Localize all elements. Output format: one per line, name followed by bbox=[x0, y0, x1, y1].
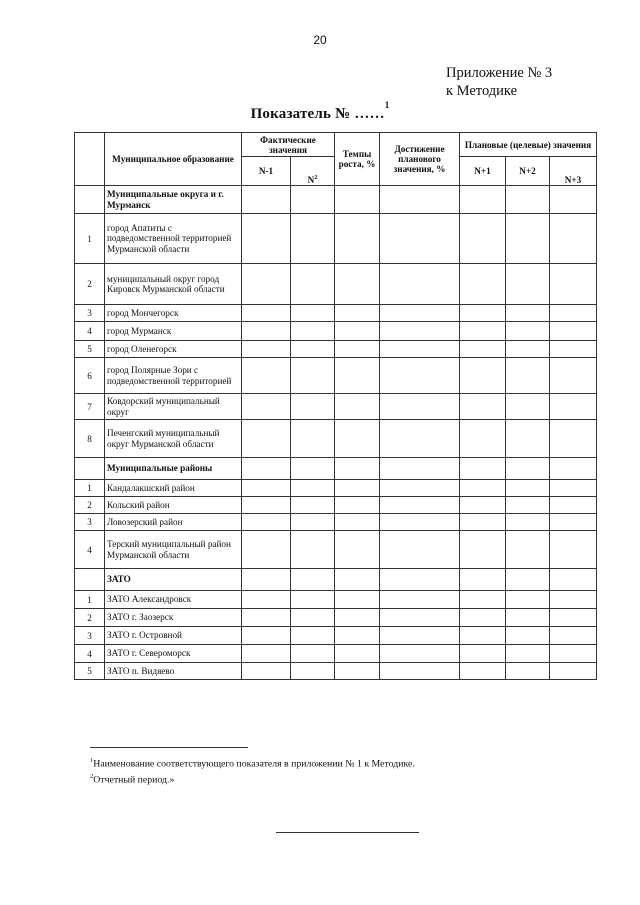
row-municipality: Печенгский муниципальный округ Мурманской области bbox=[105, 420, 242, 458]
row-number: 4 bbox=[75, 531, 105, 569]
header-growth-rate: Темпы роста, % bbox=[335, 133, 380, 186]
section-title: Муниципальные округа и г. Мурманск bbox=[105, 186, 242, 214]
table-row bbox=[75, 305, 597, 322]
appendix-line-2: к Методике bbox=[446, 83, 518, 99]
section-row bbox=[75, 569, 597, 591]
document-title bbox=[0, 100, 640, 123]
row-number: 5 bbox=[75, 341, 105, 358]
section-row bbox=[75, 458, 597, 480]
header-n-plus-3: N+3 bbox=[550, 157, 597, 186]
appendix-reference bbox=[446, 64, 552, 100]
appendix-line-1: Приложение № 3 bbox=[446, 65, 553, 81]
row-number: 1 bbox=[75, 480, 105, 497]
row-number: 8 bbox=[75, 420, 105, 458]
row-municipality: ЗАТО п. Видяево bbox=[105, 663, 242, 680]
row-municipality: Ковдорский муниципальный округ bbox=[105, 394, 242, 420]
header-n-plus-2: N+2 bbox=[506, 157, 550, 186]
row-number: 2 bbox=[75, 497, 105, 514]
row-municipality: Терский муниципальный район Мурманской области bbox=[105, 531, 242, 569]
footnotes bbox=[90, 754, 415, 787]
footnote-1-text: Наименование соответствующего показателя в приложении № 1 к Методике. bbox=[93, 758, 415, 770]
row-municipality: ЗАТО г. Островной bbox=[105, 627, 242, 645]
row-municipality: ЗАТО г. Североморск bbox=[105, 645, 242, 663]
row-municipality: Ловозерский район bbox=[105, 514, 242, 531]
table-row bbox=[75, 531, 597, 569]
end-separator bbox=[276, 832, 419, 833]
row-number: 3 bbox=[75, 305, 105, 322]
table-row bbox=[75, 358, 597, 394]
table-row bbox=[75, 264, 597, 305]
table-row bbox=[75, 663, 597, 680]
header-n-minus-1: N-1 bbox=[242, 157, 291, 186]
section-title: ЗАТО bbox=[105, 569, 242, 591]
table-row bbox=[75, 322, 597, 341]
row-municipality: город Полярные Зори с подведомственной территорией bbox=[105, 358, 242, 394]
footnote-2-mark: 2 bbox=[90, 773, 94, 781]
row-number: 6 bbox=[75, 358, 105, 394]
footnote-separator bbox=[90, 747, 248, 748]
table-row bbox=[75, 645, 597, 663]
table-row bbox=[75, 341, 597, 358]
header-actual-values: Фактические значения bbox=[242, 133, 335, 157]
row-municipality: ЗАТО г. Заозерск bbox=[105, 609, 242, 627]
row-municipality: Кандалакшский район bbox=[105, 480, 242, 497]
row-number: 1 bbox=[75, 591, 105, 609]
table-row bbox=[75, 480, 597, 497]
row-number: 2 bbox=[75, 264, 105, 305]
row-number: 3 bbox=[75, 627, 105, 645]
page-number: 20 bbox=[313, 33, 327, 47]
row-municipality: город Мурманск bbox=[105, 322, 242, 341]
section-title: Муниципальные районы bbox=[105, 458, 242, 480]
header-number-col bbox=[75, 133, 105, 186]
header-n-plus-1: N+1 bbox=[460, 157, 506, 186]
table-row bbox=[75, 214, 597, 264]
header-n: $N^2$ bbox=[291, 157, 335, 186]
footnote-1-mark: 1 bbox=[90, 757, 94, 764]
row-municipality: ЗАТО Александровск bbox=[105, 591, 242, 609]
footnote-1 bbox=[90, 754, 415, 770]
row-number: 1 bbox=[75, 214, 105, 264]
title-footnote-mark: 1 bbox=[384, 100, 390, 110]
footnote-2 bbox=[90, 770, 415, 786]
table-row bbox=[75, 497, 597, 514]
row-number: 5 bbox=[75, 663, 105, 680]
table-row bbox=[75, 420, 597, 458]
title-text: Показатель № …… bbox=[250, 106, 385, 122]
footnote-2-text: Отчетный период.» bbox=[93, 774, 175, 786]
row-number: 2 bbox=[75, 609, 105, 627]
header-municipality: Муниципальное образование bbox=[105, 133, 242, 186]
row-number: 3 bbox=[75, 514, 105, 531]
row-municipality: город Мончегорск bbox=[105, 305, 242, 322]
table-row bbox=[75, 514, 597, 531]
header-planned-values: Плановые (целевые) значения bbox=[460, 133, 597, 157]
indicator-table bbox=[74, 132, 597, 680]
row-municipality: город Апатиты с подведомственной территорией Мурманской области bbox=[105, 214, 242, 264]
header-plan-achievement: Достижение планового значения, % bbox=[380, 133, 460, 186]
row-municipality: Кольский район bbox=[105, 497, 242, 514]
row-municipality: муниципальный округ город Кировск Мурманской области bbox=[105, 264, 242, 305]
row-number: 7 bbox=[75, 394, 105, 420]
header-n-footnote-mark: 2 bbox=[314, 174, 318, 181]
table-row bbox=[75, 394, 597, 420]
row-municipality: город Оленегорск bbox=[105, 341, 242, 358]
table-row bbox=[75, 591, 597, 609]
table-row bbox=[75, 627, 597, 645]
table-row bbox=[75, 609, 597, 627]
row-number: 4 bbox=[75, 322, 105, 341]
section-row bbox=[75, 186, 597, 214]
row-number: 4 bbox=[75, 645, 105, 663]
